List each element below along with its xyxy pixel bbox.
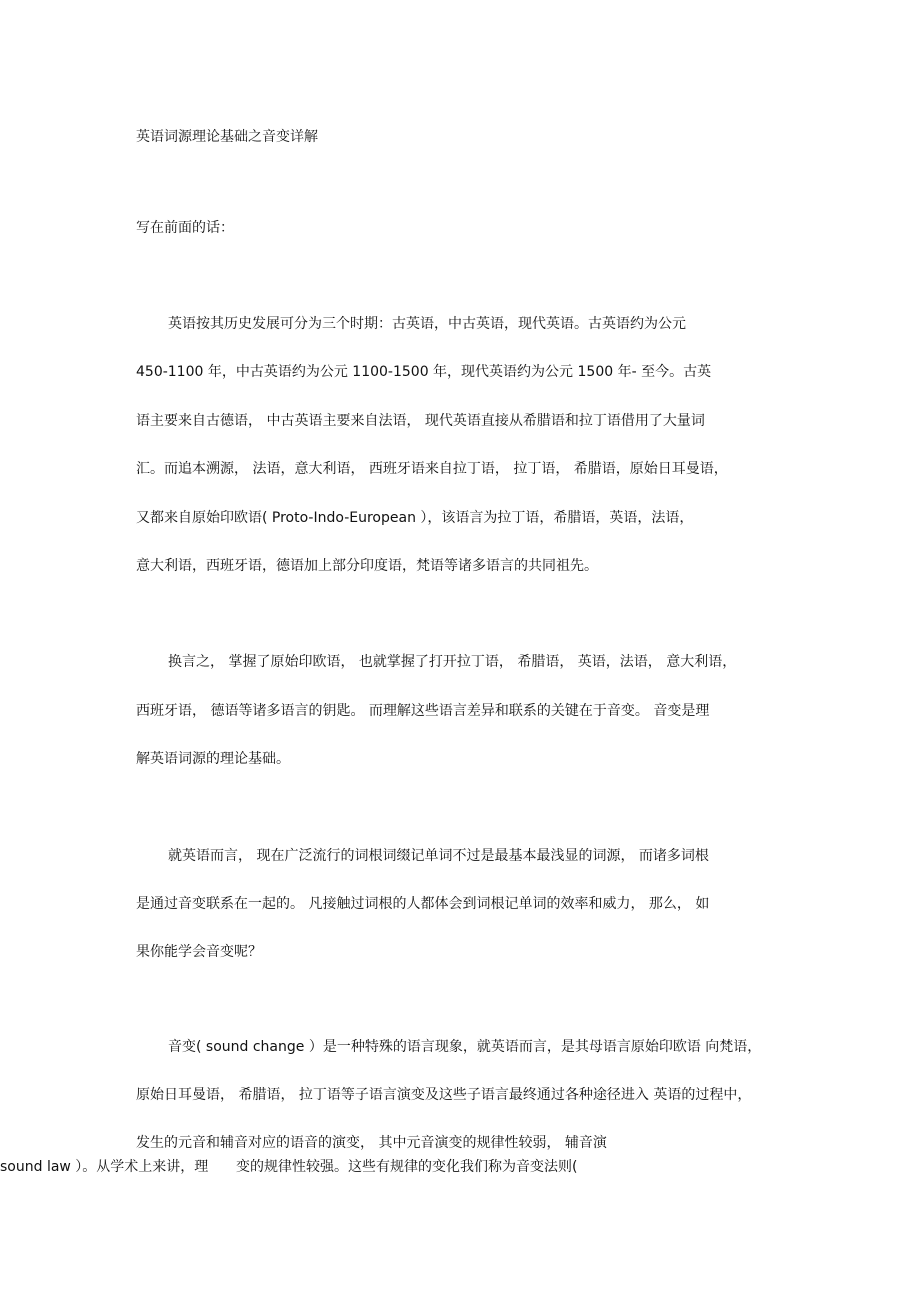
document-title: 英语词源理论基础之音变详解 bbox=[136, 129, 318, 145]
paragraph-1-line-5: 又都来自原始印欧语( Proto-Indo-European ），该语言为拉丁语，希腊语，英语，法语， bbox=[136, 510, 694, 526]
paragraph-2-line-2: 西班牙语， 德语等诸多语言的钥匙。 而理解这些语言差异和联系的关键在于音变。 音变是理 bbox=[136, 703, 710, 719]
paragraph-3-line-3: 果你能学会音变呢？ bbox=[136, 944, 262, 960]
paragraph-1-line-4: 汇。而追本溯源， 法语，意大利语， 西班牙语来自拉丁语， 拉丁语， 希腊语，原始日耳曼语， bbox=[136, 461, 728, 477]
paragraph-4-line-4: 变的规律性较强。这些有规律的变化我们称为音变法则( bbox=[236, 1159, 578, 1175]
paragraph-4-line-1: 音变( sound change ）是一种特殊的语言现象，就英语而言，是其母语言原始印欧语 向梵语， bbox=[168, 1039, 762, 1055]
paragraph-4-line-3: 发生的元音和辅音对应的语音的演变， 其中元音演变的规律性较弱， 辅音演 bbox=[136, 1135, 607, 1151]
paragraph-1-line-1: 英语按其历史发展可分为三个时期：古英语，中古英语，现代英语。古英语约为公元 bbox=[168, 316, 686, 332]
preface-heading: 写在前面的话： bbox=[136, 220, 234, 236]
paragraph-2-line-1: 换言之， 掌握了原始印欧语， 也就掌握了打开拉丁语， 希腊语， 英语，法语， 意大利语， bbox=[168, 654, 737, 670]
paragraph-1-line-2: 450-1100 年，中古英语约为公元 1100-1500 年，现代英语约为公元 1500 年- 至今。古英 bbox=[136, 364, 712, 380]
paragraph-1-line-6: 意大利语，西班牙语，德语加上部分印度语，梵语等诸多语言的共同祖先。 bbox=[136, 558, 598, 574]
paragraph-4-line-2: 原始日耳曼语， 希腊语， 拉丁语等子语言演变及这些子语言最终通过各种途径进入 英语的过程中， bbox=[136, 1087, 752, 1103]
paragraph-4-line-5: sound law ）。从学术上来讲，理 bbox=[0, 1159, 209, 1175]
paragraph-1-line-3: 语主要来自古德语， 中古英语主要来自法语， 现代英语直接从希腊语和拉丁语借用了大量词 bbox=[136, 413, 705, 429]
paragraph-3-line-1: 就英语而言， 现在广泛流行的词根词缀记单词不过是最基本最浅显的词源， 而诸多词根 bbox=[168, 848, 709, 864]
paragraph-2-line-3: 解英语词源的理论基础。 bbox=[136, 751, 290, 767]
paragraph-3-line-2: 是通过音变联系在一起的。 凡接触过词根的人都体会到词根记单词的效率和威力， 那么， 如 bbox=[136, 896, 710, 912]
